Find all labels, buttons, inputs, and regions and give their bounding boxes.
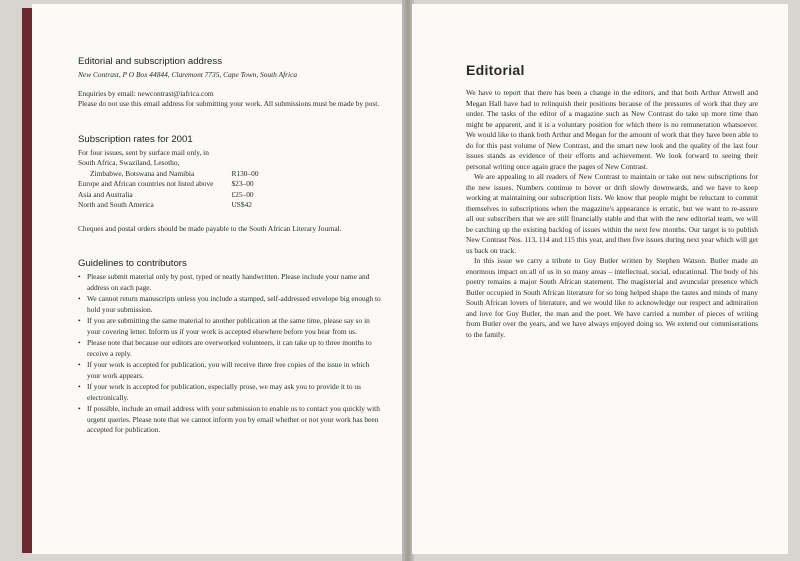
editorial-paragraph: We have to report that there has been a change in the editors, and that both Arthur Attwell and Megan Hall have had to relinquish their positions because of the pressures of work that they are under. The tasks of the editor of a magazine such as New Contrast do take up more time than might be apparent, and it is a voluntary position for which there is no remuneration whatsoever. We would like to thank both Arthur and Megan for the amount of work that they have been able to do for this past volume of New Contrast, and the smart new look and the quality of the last four issues stands as evidence of their efforts and achievement. We look forward to seeing their personal writing once again grace the pages of New Contrast. (466, 88, 758, 171)
guidelines-heading: Guidelines to contributors (78, 258, 187, 269)
rate-region: Zimbabwe, Botswana and Namibia (90, 168, 195, 178)
cheques-note: Cheques and postal orders should be made payable to the South African Literary Journal. (78, 223, 342, 233)
bullet-icon: • (78, 272, 81, 281)
bullet-icon: • (78, 404, 81, 413)
editorial-address-section (78, 56, 384, 110)
enquiries-email: Enquiries by email: newcontrast@iafrica.com (78, 88, 214, 98)
bullet-icon: • (78, 360, 81, 369)
list-item: • If you are submitting the same material to another publication at the same time, please say so in your covering letter. Inform us if your work is accepted elsewhere before you hear from us. (78, 316, 370, 336)
right-page (412, 4, 788, 554)
editorial-paragraph: In this issue we carry a tribute to Guy Butler written by Stephen Watson. Butler made an enormous impact on all of us in so many areas – intellectual, social, educational. The body of his poetry remains a major South African statement. The magisterial and avuncular presence which Butler occupied in South African literature for so long helped shape the tastes and minds of many South African lovers of literature, and we would like to acknowledge our respect and admiration and love for Guy Butler, the man and the poet. We have carried a number of pieces of writing from Butler over the years, and we have always enjoyed doing so. We extend our commiserations to the family. (466, 256, 758, 339)
rate-region: North and South America (78, 200, 154, 209)
bullet-icon: • (78, 294, 81, 303)
list-item: • If your work is accepted for publication, you will receive three free copies of the issue in which your work appears. (78, 360, 370, 380)
subscription-intro-line-1: For four issues, sent by surface mail only, in (78, 147, 209, 157)
rate-price: £25–00 (231, 189, 254, 199)
bullet-icon: • (78, 338, 81, 347)
subscription-section (78, 134, 384, 235)
book-binding-edge (22, 8, 32, 553)
postal-address: New Contrast, P O Box 44844, Claremont 7735, Cape Town, South Africa (78, 70, 298, 79)
guidelines-list (78, 272, 384, 436)
rate-region: Asia and Australia (78, 189, 133, 199)
subscription-heading: Subscription rates for 2001 (78, 133, 193, 145)
rate-region: Europe and African countries not listed above (78, 179, 214, 188)
rate-row (78, 200, 259, 211)
rate-price: $23–00 (231, 179, 254, 188)
left-page (32, 4, 404, 554)
list-item: • Please note that because our editors are overworked volunteers, it can take up to three months to receive a reply. (78, 338, 372, 358)
bullet-icon: • (78, 316, 81, 325)
editorial-title: Editorial (466, 62, 525, 78)
list-item: • Please submit material only by post, typed or neatly handwritten. Please include your name and address on each page. (78, 272, 370, 292)
email-note: Please do not use this email address for submitting your work. All submissions must be made by post. (78, 99, 380, 108)
list-item: • We cannot return manuscripts unless you include a stamped, self-addressed envelope big enough to hold your submission. (78, 294, 381, 314)
rate-price: R130–00 (231, 168, 259, 178)
list-item: • If your work is accepted for publication, especially prose, we may ask you to provide it to us electronically. (78, 382, 361, 402)
rate-row (78, 179, 259, 190)
subscription-rates-table (78, 169, 259, 211)
subscription-intro-line-2: South Africa, Swaziland, Lesotho, (78, 158, 180, 167)
rate-row (78, 190, 259, 201)
rate-row (78, 169, 259, 180)
editorial-address-heading: Editorial and subscription address (78, 56, 222, 67)
list-item: • If possible, include an email address with your submission to enable us to contact you quickly with urgent queries. Please note that we cannot inform you by email whether or not your work has been accepted for publication. (78, 404, 380, 434)
editorial-paragraph: We are appealing to all readers of New Contrast to maintain or take out new subscriptions for the new issues. Numbers continue to hover or drift slowly downwards, and we have to keep working at maintaining our subscription lists. We know that people might be reluctant to commit themselves to subscriptions when the magazine's appearance is erratic, but we want to re-assure all our subscribers that we are still financially stable and that with the new editorial team, we will be catching up the existing backlog of issues within the next few months. Our target is to publish New Contrast Nos. 113, 114 and 115 this year, and then five issues during next year which will get us back on track. (466, 172, 758, 255)
guidelines-section (78, 258, 384, 436)
rate-price: US$42 (231, 200, 252, 209)
bullet-icon: • (78, 382, 81, 391)
